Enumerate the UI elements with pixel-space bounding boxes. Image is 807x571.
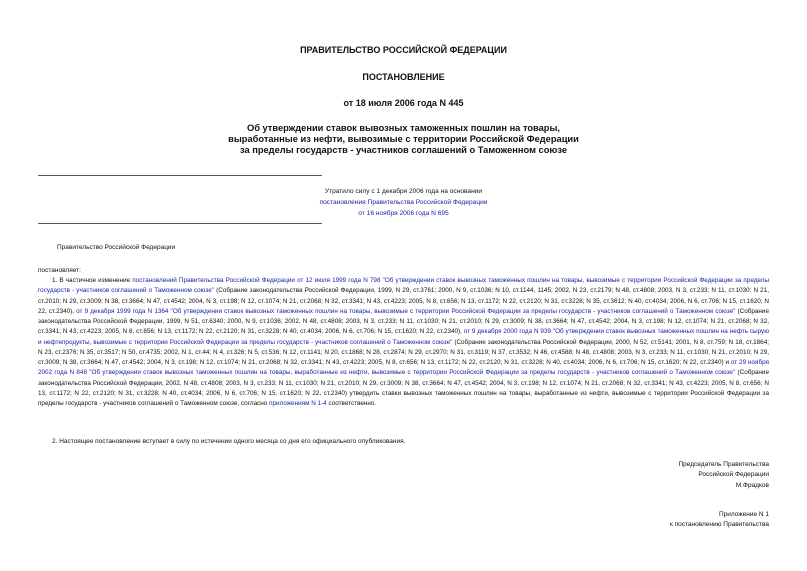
- document-date: от 18 июля 2006 года N 445: [343, 98, 464, 108]
- signature-title: Председатель Правительства: [678, 461, 769, 468]
- government-heading: ПРАВИТЕЛЬСТВО РОССИЙСКОЙ ФЕДЕРАЦИИ: [300, 45, 507, 55]
- appendices-link[interactable]: приложениям N 1-4: [269, 400, 327, 407]
- title-line: выработанные из нефти, вывозимые с территории Российской Федерации: [228, 134, 579, 144]
- paragraph-2: 2. Настоящее постановление вступает в силу по истечении одного месяца со дня его официального опубликования.: [52, 438, 406, 445]
- title-line: Об утверждении ставок вывозных таможенных пошлин на товары,: [246, 123, 561, 133]
- issuer-text: Правительство Российской Федерации: [57, 244, 176, 251]
- status-note-text: Утратило силу с 1 декабря 2006 года на основании: [324, 188, 483, 195]
- decree-1364-link[interactable]: от 9 декабря 1999 года N 1364 "Об утверждении ставок вывозных таможенных пошлин на товары, вывозимые с территории Российской Федерации за пределы государств - участников соглашений о Таможенном союзе": [76, 307, 736, 315]
- document-title: [150, 123, 657, 156]
- paragraph-text: (Собрание законодательства Российской Федерации, 1999, N 29, ст.3761; 2000, N 9, ст.1036; N 10, ст.1144, 1145; 2002, N 23, ст.2179; N 48, ст.4808; 2003, N 3, ст.233; N 11, ст.1030; N 21, ст.2010; N 29, ст.3009; N 38, ст.3664; N 47, ст.4542; 2004, N 3, ст.198; N 12, ст.1074; N 21, ст.2068; N 32, ст.3341; N 43, ст.4223; 2005, N 8, ст.656; N 13, ст.1172; N 22, ст.2120; N 31, ст.3228; N 35, ст.3612; N 40, ст.4034; 2006, N 6, ст.706; N 15, ст.1620; N 22, ст.2340),: [38, 287, 769, 315]
- signature-country: Российской Федерации: [698, 471, 769, 479]
- paragraph-text: (Собрание законодательства Российской Федерации, 2002, N 48, ст.4808; 2003, N 3, ст.233; N 11, ст.1030; N 21, ст.2010; N 29, ст.3009; N 38, ст.3664; N 47, ст.4542; 2004, N 3, ст.198; N 12, ст.1074; N 21, ст.2068; N 32, ст.3341; N 43, ст.4223; 2005, N 8, ст.656; N 13, ст.1172; N 22, ст.2120; N 31, ст.3228; N 40, ст.4034; 2006, N 6, ст.706; N 15, ст.1620; N 22, ст.2340) утвердить ставки вывозных таможенных пошлин на товары, выработанные из нефти, вывозимые с территории Российской Федерации за пределы государств - участников соглашений о Таможенном союзе, согласно: [38, 369, 769, 407]
- paragraph-text: соответственно.: [326, 400, 377, 407]
- decree-798-link[interactable]: постановлений Правительства Российской Федерации от 12 июля 1999 года N 798 "Об утверждении ставок вывозных таможенных пошлин на товары, вывозимые с территории Российской Федерации за пределы государств - участников соглашений о Таможенном союзе": [38, 277, 769, 295]
- signature-name: М.Фрадков: [735, 481, 769, 489]
- appendix-number: Приложение N 1: [718, 511, 769, 518]
- title-line: за пределы государств - участников соглашений о Таможенном союзе: [239, 145, 568, 155]
- appendix-header: [469, 510, 769, 531]
- paragraph-1: [38, 276, 769, 409]
- paragraph-text: 1. В частичное изменение: [52, 277, 133, 284]
- signature-block: [469, 460, 769, 491]
- decree-848-link[interactable]: от 29 ноября 2002 года N 848 "Об утверждении ставок вывозных таможенных пошлин на товары, выработанные из нефти, вывозимые с территории Российской Федерации за пределы государств - участников соглашений о Таможенном союзе": [38, 359, 769, 377]
- repeal-decree-link[interactable]: постановления Правительства Российской Федерации: [319, 199, 488, 206]
- paragraph-text: (Собрание законодательства Российской Федерации, 1999, N 51, ст.6340; 2000, N 9, ст.1036; 2002, N 48, ст.4808; 2003, N 3, ст.233; N 11, ст.1030; N 21, ст.2010; N 29, ст.3009; N 38, ст.3664; N 47, ст.4542; 2004, N 3, ст.198; N 12, ст.1074; N 21, ст.2068; N 32, ст.3341; N 43, ст.4223; 2005, N 8, ст.656; N 13, ст.1172; N 22, ст.2120; N 31, ст.3228; N 40, ст.4034; 2006, N 6, ст.706; N 15, ст.1620; N 22, ст.2340),: [38, 307, 770, 336]
- document-type: ПОСТАНОВЛЕНИЕ: [362, 72, 445, 82]
- appendix-reference: к постановлению Правительства: [669, 521, 769, 529]
- divider-top: [38, 175, 322, 176]
- status-note: [200, 186, 607, 219]
- paragraph-text: (Собрание законодательства Российской Федерации, 2000, N 52, ст.5141; 2001, N 8, ст.759; N 18, ст.1864; N 23, ст.2376; N 35, ст.3517; N 50, ст.4735; 2002, N 1, ст.44; N 4, ст.326; N 5, ст.536; N 12, ст.1141; N 20, ст.1868; N 28, ст.2874; N 29, ст.2970; N 31, ст.3119; N 37, ст.3532; N 46, ст.4588; N 48, ст.4808; 2003, N 3, ст.233; N 11, ст.1030; N 21, ст.2010; N 29, ст.3009; N 38, ст.3664; N 47, ст.4542; 2004, N 3, ст.198; N 12, ст.1074; N 21, ст.2068; N 32, ст.3341; N 43, ст.4223; 2005, N 8, ст.656; N 13, ст.1172; N 22, ст.2120; N 31, ст.3228; N 40, ст.4034; 2006, N 6, ст.706; N 15, ст.1620; N 22, ст.2340) и: [38, 338, 769, 366]
- decrees-text: постановляет:: [38, 267, 81, 274]
- repeal-decree-date-link[interactable]: от 16 ноября 2006 года N 695: [358, 210, 449, 217]
- decree-939-link[interactable]: от 9 декабря 2000 года N 939 "Об утверждении ставок вывозных таможенных пошлин на нефть сырую и нефтепродукты, вывозимые с территории Российской Федерации за пределы государств - участников соглашений о Таможенном союзе": [38, 328, 769, 346]
- divider-bottom: [38, 223, 322, 224]
